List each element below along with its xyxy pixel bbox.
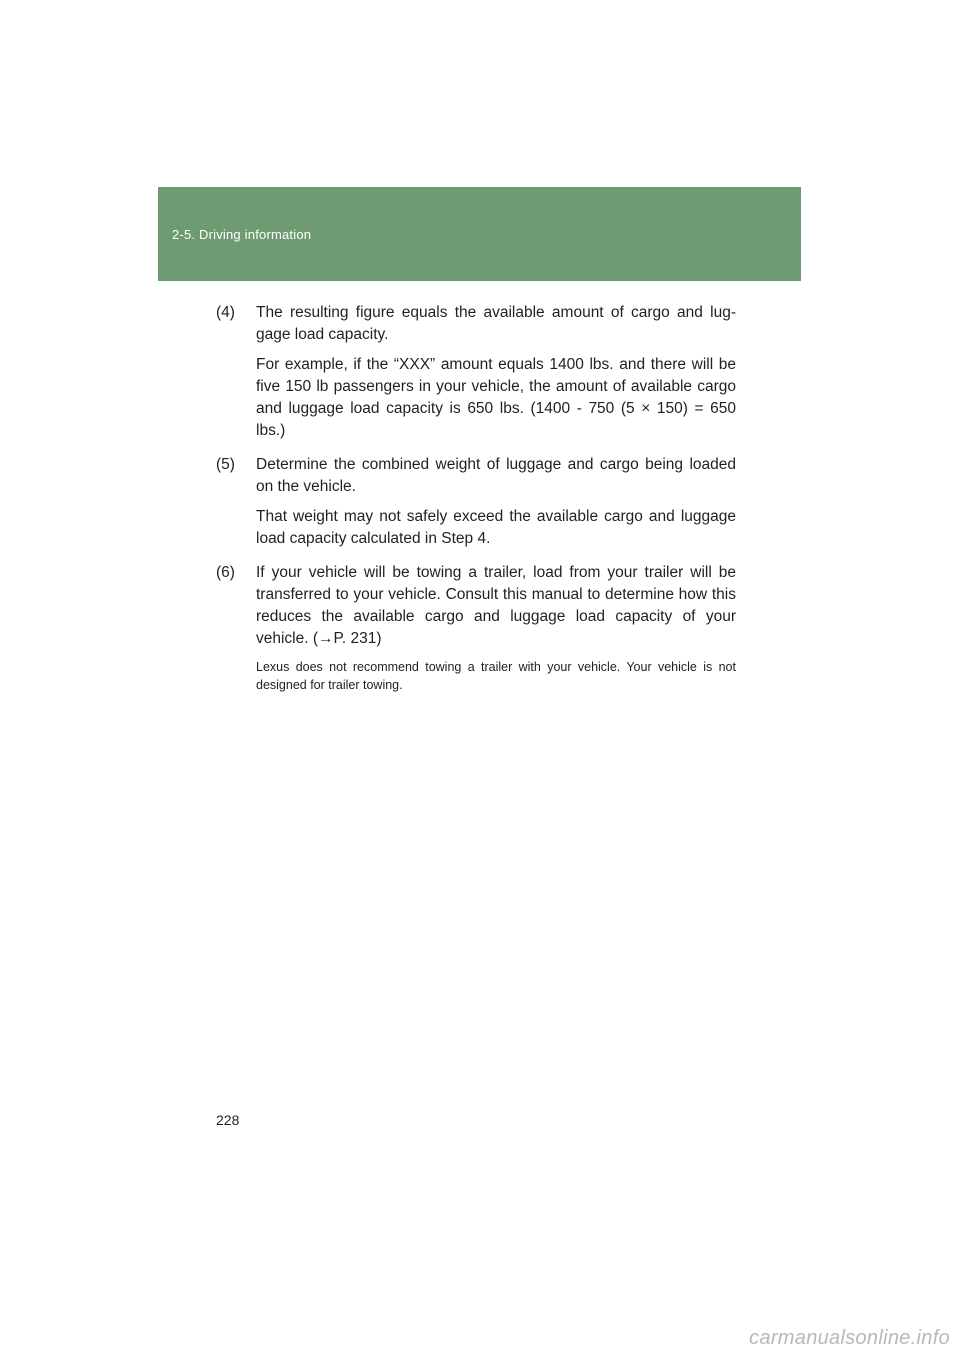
step-note: Lexus does not recommend towing a trailer with your vehicle. Your vehicle is not designed for trailer towing. — [256, 660, 736, 692]
step-5 — [216, 454, 736, 550]
section-title: 2-5. Driving information — [172, 227, 312, 242]
step-title: The resulting figure equals the available amount of cargo and lug-gage load capacity. — [256, 304, 736, 343]
step-body: That weight may not safely exceed the available cargo and luggage load capacity calculated in Step 4. — [256, 508, 736, 547]
main-content — [216, 302, 736, 706]
step-number: (5) — [216, 456, 235, 473]
step-title: Determine the combined weight of luggage and cargo being loaded on the vehicle. — [256, 456, 736, 495]
page-number: 228 — [216, 1112, 240, 1128]
step-4 — [216, 302, 736, 442]
step-body: For example, if the “XXX” amount equals 1400 lbs. and there will be five 150 lb passengers in your vehicle, the amount of available cargo and luggage load capacity is 650 lbs. (1400 - 750 (5 × 150) = 650 lbs.) — [256, 356, 736, 439]
step-title: If your vehicle will be towing a trailer, load from your trailer will be transferred to your vehicle. Consult this manual to determine how this reduces the available cargo and luggage load capacity of your vehicle. (→P. 231) — [256, 564, 736, 647]
step-number: (6) — [216, 564, 235, 581]
step-number: (4) — [216, 304, 235, 321]
section-header-band — [158, 187, 801, 281]
step-6 — [216, 562, 736, 694]
watermark: carmanualsonline.info — [749, 1327, 950, 1349]
